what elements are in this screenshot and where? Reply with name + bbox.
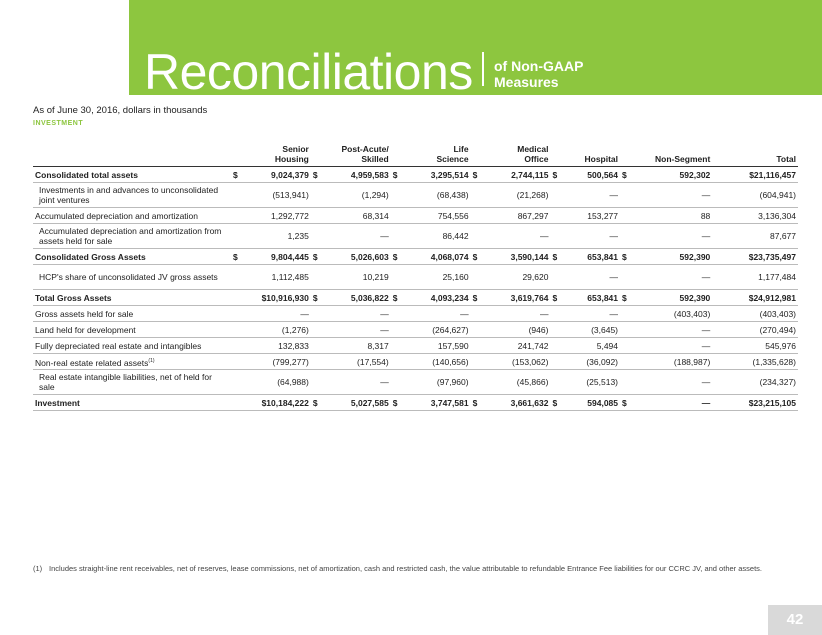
- as-of-note: As of June 30, 2016, dollars in thousands: [33, 105, 208, 116]
- dollar-sign: $: [391, 249, 401, 265]
- table-cell: (799,277): [241, 354, 311, 370]
- dollar-sign: [471, 370, 481, 395]
- table-cell: 241,742: [481, 338, 551, 354]
- row-label: Land held for development: [33, 322, 231, 338]
- table-row: [33, 290, 798, 306]
- dollar-sign: [620, 183, 630, 208]
- table-cell-total: 87,677: [712, 224, 798, 249]
- dollar-sign: $: [311, 249, 321, 265]
- table-cell: (45,866): [481, 370, 551, 395]
- dollar-sign: $: [231, 249, 241, 265]
- dollar-sign: [391, 224, 401, 249]
- footnote-text: Includes straight-line rent receivables, net of reserves, lease commissions, net of amortization, cash and restricted cash, the value attributable to refundable Entrance Fee liabilities for our CCRC JV, and other assets.: [49, 564, 762, 573]
- table-cell: 5,026,603: [321, 249, 391, 265]
- table-cell: 9,024,379: [241, 167, 311, 183]
- table-cell: (403,403): [630, 306, 712, 322]
- row-label: Accumulated depreciation and amortization from assets held for sale: [33, 224, 231, 249]
- dollar-sign: [311, 208, 321, 224]
- title-divider: [482, 52, 484, 86]
- table-cell: (68,438): [401, 183, 471, 208]
- table-cell: —: [321, 322, 391, 338]
- table-row: [33, 265, 798, 290]
- table-cell-total: (1,335,628): [712, 354, 798, 370]
- dollar-sign: [231, 354, 241, 370]
- row-label: Consolidated total assets: [33, 167, 231, 183]
- table-cell: —: [630, 224, 712, 249]
- col-header: Senior Housing: [231, 144, 311, 167]
- table-cell: (64,988): [241, 370, 311, 395]
- table-cell: 653,841: [560, 290, 620, 306]
- table-cell-total: 3,136,304: [712, 208, 798, 224]
- table-cell: 867,297: [481, 208, 551, 224]
- dollar-sign: [391, 306, 401, 322]
- footnote-marker: (1): [33, 564, 43, 573]
- dollar-sign: [391, 183, 401, 208]
- dollar-sign: [231, 370, 241, 395]
- dollar-sign: $: [550, 249, 560, 265]
- row-label: Consolidated Gross Assets: [33, 249, 231, 265]
- dollar-sign: $: [391, 167, 401, 183]
- table-cell: 8,317: [321, 338, 391, 354]
- table-cell: 653,841: [560, 249, 620, 265]
- table-cell: (513,941): [241, 183, 311, 208]
- table-cell: 4,093,234: [401, 290, 471, 306]
- col-header: Total: [712, 144, 798, 167]
- table-cell: (25,513): [560, 370, 620, 395]
- dollar-sign: $: [391, 290, 401, 306]
- dollar-sign: [620, 224, 630, 249]
- table-row: [33, 322, 798, 338]
- dollar-sign: [550, 208, 560, 224]
- table-cell: 1,292,772: [241, 208, 311, 224]
- page-number: 42: [786, 611, 804, 628]
- table-cell: (188,987): [630, 354, 712, 370]
- dollar-sign: $: [550, 290, 560, 306]
- table-cell: (36,092): [560, 354, 620, 370]
- dollar-sign: $: [391, 395, 401, 411]
- table-cell: (153,062): [481, 354, 551, 370]
- table-cell: (21,268): [481, 183, 551, 208]
- table-cell: 10,219: [321, 265, 391, 290]
- dollar-sign: [311, 370, 321, 395]
- table-row: [33, 354, 798, 370]
- dollar-sign: [550, 183, 560, 208]
- table-cell: 754,556: [401, 208, 471, 224]
- table-cell: (140,656): [401, 354, 471, 370]
- table-cell: 4,068,074: [401, 249, 471, 265]
- table-cell-total: (604,941): [712, 183, 798, 208]
- dollar-sign: [550, 224, 560, 249]
- table-row: [33, 183, 798, 208]
- dollar-sign: $: [471, 249, 481, 265]
- table-cell: 1,112,485: [241, 265, 311, 290]
- table-cell: 3,661,632: [481, 395, 551, 411]
- dollar-sign: [620, 265, 630, 290]
- table-cell: 88: [630, 208, 712, 224]
- dollar-sign: [231, 322, 241, 338]
- table-cell: 132,833: [241, 338, 311, 354]
- dollar-sign: [550, 354, 560, 370]
- table-cell: 3,590,144: [481, 249, 551, 265]
- table-cell: (946): [481, 322, 551, 338]
- table-cell-total: (270,494): [712, 322, 798, 338]
- dollar-sign: $: [471, 167, 481, 183]
- dollar-sign: [550, 265, 560, 290]
- dollar-sign: [471, 306, 481, 322]
- table-cell: 592,390: [630, 290, 712, 306]
- dollar-sign: [311, 322, 321, 338]
- dollar-sign: [391, 208, 401, 224]
- dollar-sign: $: [550, 167, 560, 183]
- table-cell: (17,554): [321, 354, 391, 370]
- dollar-sign: $: [311, 167, 321, 183]
- table-cell-total: 545,976: [712, 338, 798, 354]
- dollar-sign: [311, 183, 321, 208]
- table-cell-total: 1,177,484: [712, 265, 798, 290]
- table-row: [33, 167, 798, 183]
- table-cell: —: [560, 306, 620, 322]
- dollar-sign: [231, 306, 241, 322]
- table-cell: 592,390: [630, 249, 712, 265]
- dollar-sign: $: [231, 167, 241, 183]
- row-label: Accumulated depreciation and amortization: [33, 208, 231, 224]
- dollar-sign: [391, 322, 401, 338]
- table-cell: $10,184,222: [231, 395, 311, 411]
- table-cell: —: [401, 306, 471, 322]
- table-cell: —: [630, 322, 712, 338]
- table-cell: $10,916,930: [231, 290, 311, 306]
- dollar-sign: [311, 306, 321, 322]
- table-cell: —: [560, 224, 620, 249]
- subtitle-line-2: Measures: [494, 74, 559, 90]
- table-cell: —: [630, 338, 712, 354]
- subtitle-line-1: of Non-GAAP: [494, 58, 584, 74]
- table-cell: 68,314: [321, 208, 391, 224]
- table-cell: —: [481, 224, 551, 249]
- table-cell: 592,302: [630, 167, 712, 183]
- dollar-sign: [550, 338, 560, 354]
- table-cell: —: [630, 183, 712, 208]
- table-cell: (3,645): [560, 322, 620, 338]
- table-cell-total: $23,215,105: [712, 395, 798, 411]
- dollar-sign: [550, 306, 560, 322]
- table-cell: —: [241, 306, 311, 322]
- table-cell: 157,590: [401, 338, 471, 354]
- table-cell: —: [630, 265, 712, 290]
- dollar-sign: $: [550, 395, 560, 411]
- dollar-sign: [620, 370, 630, 395]
- table-row: [33, 370, 798, 395]
- dollar-sign: [311, 338, 321, 354]
- table-cell-total: $23,735,497: [712, 249, 798, 265]
- table-cell: 153,277: [560, 208, 620, 224]
- dollar-sign: [231, 224, 241, 249]
- table-row: [33, 395, 798, 411]
- section-heading: INVESTMENT: [33, 120, 84, 127]
- dollar-sign: [311, 265, 321, 290]
- table-cell: 594,085: [560, 395, 620, 411]
- dollar-sign: [231, 208, 241, 224]
- page-title: Reconciliations: [144, 44, 473, 100]
- col-header: Life Science: [391, 144, 471, 167]
- table-cell: 29,620: [481, 265, 551, 290]
- dollar-sign: [391, 338, 401, 354]
- table-cell: —: [321, 306, 391, 322]
- dollar-sign: $: [311, 290, 321, 306]
- col-header: Hospital: [550, 144, 620, 167]
- table-cell: (1,276): [241, 322, 311, 338]
- row-label: Investment: [33, 395, 231, 411]
- table-cell-total: (234,327): [712, 370, 798, 395]
- reconciliation-table: [33, 144, 798, 411]
- col-header: Post-Acute/ Skilled: [311, 144, 391, 167]
- table-cell: 4,959,583: [321, 167, 391, 183]
- table-cell: 86,442: [401, 224, 471, 249]
- dollar-sign: [471, 183, 481, 208]
- table-cell: (264,627): [401, 322, 471, 338]
- table-row: [33, 338, 798, 354]
- dollar-sign: [391, 370, 401, 395]
- table-cell: (1,294): [321, 183, 391, 208]
- table-cell: —: [630, 395, 712, 411]
- table-cell: 25,160: [401, 265, 471, 290]
- dollar-sign: [231, 183, 241, 208]
- dollar-sign: $: [620, 167, 630, 183]
- table-cell: 5,027,585: [321, 395, 391, 411]
- table-cell: 5,494: [560, 338, 620, 354]
- dollar-sign: [550, 370, 560, 395]
- dollar-sign: [231, 265, 241, 290]
- row-label: Total Gross Assets: [33, 290, 231, 306]
- table-cell: 3,747,581: [401, 395, 471, 411]
- dollar-sign: [471, 322, 481, 338]
- header-label-col: [33, 144, 231, 167]
- dollar-sign: $: [620, 249, 630, 265]
- dollar-sign: [471, 354, 481, 370]
- table-cell: —: [560, 183, 620, 208]
- table-cell: —: [321, 224, 391, 249]
- col-header: Non-Segment: [620, 144, 712, 167]
- page-subtitle: [494, 58, 583, 90]
- table-cell: 500,564: [560, 167, 620, 183]
- row-label: Non-real estate related assets$^{(1)}$: [33, 354, 231, 370]
- dollar-sign: [471, 265, 481, 290]
- table-cell-total: (403,403): [712, 306, 798, 322]
- dollar-sign: [620, 322, 630, 338]
- table-cell: 2,744,115: [481, 167, 551, 183]
- page-number-box: [768, 605, 822, 635]
- dollar-sign: $: [471, 290, 481, 306]
- dollar-sign: [391, 354, 401, 370]
- row-label: Gross assets held for sale: [33, 306, 231, 322]
- dollar-sign: [620, 208, 630, 224]
- dollar-sign: [471, 338, 481, 354]
- dollar-sign: [391, 265, 401, 290]
- table-cell: —: [560, 265, 620, 290]
- dollar-sign: [231, 338, 241, 354]
- dollar-sign: [550, 322, 560, 338]
- row-label: HCP's share of unconsolidated JV gross assets: [33, 265, 231, 290]
- footnote: [33, 563, 769, 574]
- table-cell-total: $24,912,981: [712, 290, 798, 306]
- dollar-sign: [620, 354, 630, 370]
- col-header: Medical Office: [471, 144, 551, 167]
- row-label: Investments in and advances to unconsolidated joint ventures: [33, 183, 231, 208]
- dollar-sign: [620, 306, 630, 322]
- dollar-sign: $: [311, 395, 321, 411]
- table-cell: —: [321, 370, 391, 395]
- table-cell: 3,295,514: [401, 167, 471, 183]
- row-label: Real estate intangible liabilities, net of held for sale: [33, 370, 231, 395]
- table-cell: (97,960): [401, 370, 471, 395]
- dollar-sign: [471, 208, 481, 224]
- dollar-sign: $: [471, 395, 481, 411]
- table-cell: —: [481, 306, 551, 322]
- table-row: [33, 306, 798, 322]
- dollar-sign: [311, 224, 321, 249]
- row-label: Fully depreciated real estate and intangibles: [33, 338, 231, 354]
- table-cell: 5,036,822: [321, 290, 391, 306]
- table-row: [33, 208, 798, 224]
- table-cell: —: [630, 370, 712, 395]
- table-cell: 9,804,445: [241, 249, 311, 265]
- table-cell: 1,235: [241, 224, 311, 249]
- dollar-sign: $: [620, 395, 630, 411]
- dollar-sign: $: [620, 290, 630, 306]
- table-header-row: [33, 144, 798, 167]
- dollar-sign: [620, 338, 630, 354]
- table-cell-total: $21,116,457: [712, 167, 798, 183]
- table-cell: 3,619,764: [481, 290, 551, 306]
- table-row: [33, 249, 798, 265]
- dollar-sign: [471, 224, 481, 249]
- dollar-sign: [311, 354, 321, 370]
- table-row: [33, 224, 798, 249]
